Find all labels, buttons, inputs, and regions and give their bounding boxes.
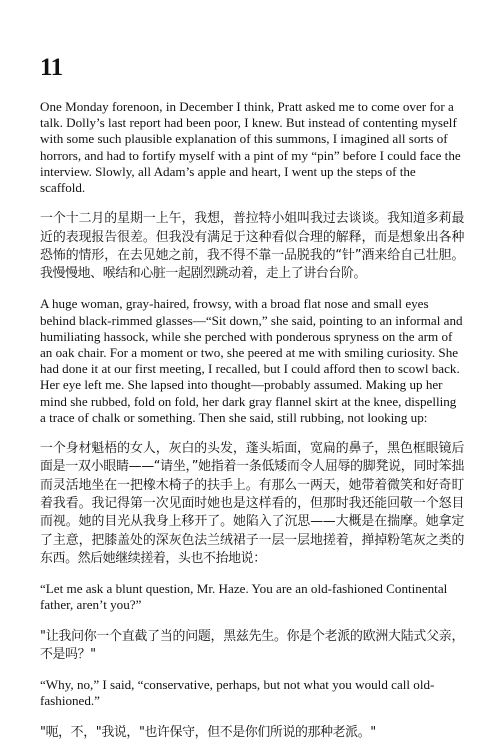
paragraph-english-3: “Let me ask a blunt question, Mr. Haze. You are an old-fashioned Continental father, aren’t you?” — [40, 581, 448, 613]
paragraph-chinese-3: "让我问你一个直截了当的问题，黑兹先生。你是个老派的欧洲大陆式父亲，不是吗？" — [40, 628, 464, 662]
paragraph-chinese-1: 一个十二月的星期一上午，我想，普拉特小姐叫我过去谈谈。我知道多莉最近的表现报告很差。但我没有满足于这种看似合理的解释，而是想象出各种恐怖的情形，在去见她之前，我不得不靠一品脱我的“针”酒来给自己壮胆。我慢慢地、喉结和心脏一起剧烈跳动着，走上了讲台台阶。 — [40, 211, 464, 282]
paragraph-english-1: One Monday forenoon, in December I think, Pratt asked me to come over for a talk. Dolly’s last report had been poor, I knew. But instead of contenting myself with some such plausible explanation of this summons, I imagined all sorts of horrors, and had to fortify myself with a pint of my “pin” before I could face the interview. Slowly, all Adam’s apple and heart, I went up the steps of the scaffold. — [40, 99, 461, 196]
paragraph-chinese-2: 一个身材魁梧的女人，灰白的头发，蓬头垢面，宽扁的鼻子，黑色框眼镜后面是一双小眼睛——“请坐，”她指着一条低矮而令人屈辱的脚凳说，同时笨拙而灵活地坐在一把橡木椅子的扶手上。有那么一两天，她带着微笑和好奇盯着我看。我记得第一次见面时她也是这样看的，但那时我还能回敬一个怒目而视。她的目光从我身上移开了。她陷入了沉思——大概是在揣摩。她拿定了主意，把膝盖处的深灰色法兰绒裙子一层一层地搓着，掸掉粉笔灰之类的东西。然后她继续搓着，头也不抬地说： — [40, 441, 464, 566]
paragraph-chinese-4: "呃，不，"我说，"也许保守，但不是你们所说的那种老派。" — [40, 724, 376, 740]
book-page — [40, 54, 464, 755]
paragraph-english-2: A huge woman, gray-haired, frowsy, with a broad flat nose and small eyes behind black-rimmed glasses—“Sit down,” she said, pointing to an informal and humiliating hassock, while she perched with ponderous spryness on the arm of an oak chair. For a moment or two, she peered at me with smiling curiosity. She had done it at our first meeting, I recalled, but I could afford then to scowl back. Her eye left me. She lapsed into thought—probably assumed. Making up her mind she rubbed, fold on fold, her dark gray flannel skirt at the knee, dispelling a trace of chalk or something. Then she said, still rubbing, not looking up: — [40, 296, 463, 425]
chapter-number: 11 — [40, 54, 63, 81]
paragraph-english-4: “Why, no,” I said, “conservative, perhaps, but not what you would call old-fashioned.” — [40, 677, 435, 709]
